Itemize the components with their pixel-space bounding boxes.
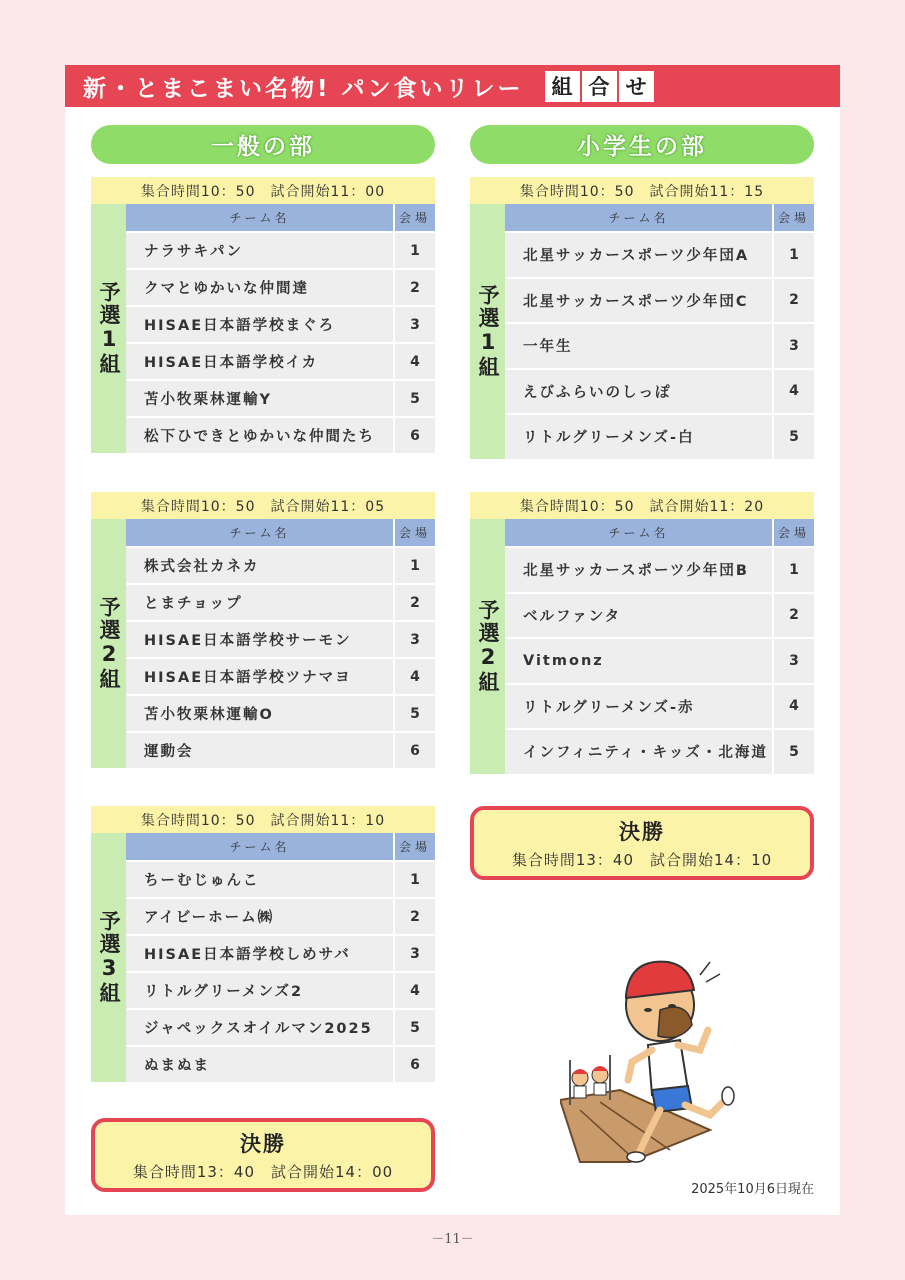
team-name: Vitmonz [505, 639, 774, 683]
team-name: 運動会 [126, 733, 395, 768]
team-name: ちーむじゅんこ [126, 862, 395, 897]
group-general-1 [91, 177, 435, 453]
table-row [505, 231, 814, 277]
team-name: 北星サッカースポーツ少年団A [505, 233, 774, 277]
header-venue: 会場 [777, 211, 810, 225]
venue-number: 1 [410, 242, 420, 259]
header-venue: 会場 [398, 211, 431, 225]
team-name: 北星サッカースポーツ少年団B [505, 548, 774, 592]
header-venue: 会場 [777, 526, 810, 540]
group-label [91, 204, 126, 453]
team-name: 一年生 [505, 324, 774, 368]
table-row [126, 416, 435, 453]
group-general-2 [91, 492, 435, 768]
header-team: チーム名 [505, 519, 774, 546]
venue-number: 3 [410, 945, 420, 962]
table-row [505, 413, 814, 459]
group-label [91, 833, 126, 1082]
page-sheet [65, 65, 840, 1215]
final-box-general [91, 1118, 435, 1192]
team-name: ジャペックスオイルマン2025 [126, 1010, 395, 1045]
final-title: 決勝 [619, 820, 665, 844]
table-row [126, 731, 435, 768]
group-label [470, 204, 505, 459]
group-label-text: 予選2組 [476, 598, 500, 694]
team-name: HISAE日本語学校サーモン [126, 622, 395, 657]
team-name: えびふらいのしっぽ [505, 370, 774, 414]
venue-number: 4 [789, 698, 799, 715]
team-name: ナラサキパン [126, 233, 395, 268]
table-header [505, 519, 814, 546]
banner-title: 新・とまこまい名物! パン食いリレー [83, 75, 524, 102]
team-name: HISAE日本語学校まぐろ [126, 307, 395, 342]
venue-number: 6 [410, 742, 420, 759]
team-name: インフィニティ・キッズ・北海道 [505, 730, 774, 774]
table-row [126, 897, 435, 934]
team-name: 株式会社カネカ [126, 548, 395, 583]
banner-boxes [544, 70, 655, 103]
venue-number: 5 [789, 428, 799, 445]
header-venue: 会場 [398, 526, 431, 540]
venue-number: 4 [410, 353, 420, 370]
table-row [505, 368, 814, 414]
table-row [505, 637, 814, 683]
table-row [505, 728, 814, 774]
group-label-text: 予選3組 [97, 910, 121, 1005]
group-time: 集合時間10：50 試合開始11：20 [470, 492, 814, 519]
table-row [505, 322, 814, 368]
table-row [126, 694, 435, 731]
page-number: －11－ [431, 1232, 474, 1247]
venue-number: 3 [410, 316, 420, 333]
team-name: 北星サッカースポーツ少年団C [505, 279, 774, 323]
venue-number: 5 [410, 390, 420, 407]
venue-number: 4 [789, 383, 799, 400]
table-row [505, 546, 814, 592]
table-row [126, 934, 435, 971]
team-table [126, 519, 435, 768]
team-name: 苫小牧栗林運輸Y [126, 381, 395, 416]
group-label [470, 519, 505, 774]
table-row [126, 1045, 435, 1082]
final-title: 決勝 [240, 1132, 286, 1156]
team-table [505, 204, 814, 459]
group-elementary-2 [470, 492, 814, 774]
team-name: クマとゆかいな仲間達 [126, 270, 395, 305]
venue-number: 2 [410, 908, 420, 925]
venue-number: 2 [789, 292, 799, 309]
header-team: チーム名 [505, 204, 774, 231]
team-name: アイビーホーム㈱ [126, 899, 395, 934]
table-row [126, 231, 435, 268]
group-time: 集合時間10：50 試合開始11：05 [91, 492, 435, 519]
section-title-elementary: 小学生の部 [470, 125, 814, 164]
table-row [126, 268, 435, 305]
team-name: リトルグリーメンズ-赤 [505, 685, 774, 729]
banner-box: 組 [544, 70, 581, 103]
venue-number: 6 [410, 427, 420, 444]
group-elementary-1 [470, 177, 814, 459]
final-time: 集合時間13：40 試合開始14：00 [132, 1163, 394, 1181]
group-time: 集合時間10：50 試合開始11：10 [91, 806, 435, 833]
team-table [126, 204, 435, 453]
table-row [126, 379, 435, 416]
venue-number: 3 [789, 652, 799, 669]
running-child-illustration [560, 950, 740, 1165]
venue-number: 6 [410, 1056, 420, 1073]
team-name: 苫小牧栗林運輸O [126, 696, 395, 731]
table-row [126, 583, 435, 620]
table-row [126, 1008, 435, 1045]
table-row [126, 657, 435, 694]
header-team: チーム名 [126, 833, 395, 860]
title-banner [65, 65, 840, 107]
table-row [126, 546, 435, 583]
group-general-3 [91, 806, 435, 1082]
group-time: 集合時間10：50 試合開始11：00 [91, 177, 435, 204]
final-box-elementary [470, 806, 814, 880]
table-row [505, 683, 814, 729]
team-name: HISAE日本語学校ツナマヨ [126, 659, 395, 694]
header-venue: 会場 [398, 840, 431, 854]
venue-number: 5 [789, 743, 799, 760]
venue-number: 5 [410, 1019, 420, 1036]
table-row [126, 342, 435, 379]
team-table [126, 833, 435, 1082]
team-name: ベルファンタ [505, 594, 774, 638]
date-note: 2025年10月6日現在 [691, 1182, 814, 1197]
team-name: ぬまぬま [126, 1047, 395, 1082]
section-title-general: 一般の部 [91, 125, 435, 164]
venue-number: 2 [410, 279, 420, 296]
table-row [126, 305, 435, 342]
team-name: 松下ひできとゆかいな仲間たち [126, 418, 395, 453]
group-time: 集合時間10：50 試合開始11：15 [470, 177, 814, 204]
venue-number: 3 [789, 337, 799, 354]
table-row [505, 277, 814, 323]
table-header [126, 833, 435, 860]
table-row [126, 860, 435, 897]
table-row [126, 971, 435, 1008]
header-team: チーム名 [126, 519, 395, 546]
team-name: HISAE日本語学校イカ [126, 344, 395, 379]
team-name: HISAE日本語学校しめサバ [126, 936, 395, 971]
team-name: リトルグリーメンズ2 [126, 973, 395, 1008]
team-name: リトルグリーメンズ-白 [505, 415, 774, 459]
venue-number: 1 [410, 871, 420, 888]
team-name: とまチョップ [126, 585, 395, 620]
header-team: チーム名 [126, 204, 395, 231]
venue-number: 2 [410, 594, 420, 611]
table-row [505, 592, 814, 638]
group-label [91, 519, 126, 768]
group-label-text: 予選2組 [97, 596, 121, 691]
table-row [126, 620, 435, 657]
group-label-text: 予選1組 [476, 283, 500, 379]
final-time: 集合時間13：40 試合開始14：10 [511, 851, 773, 869]
venue-number: 4 [410, 982, 420, 999]
venue-number: 1 [789, 246, 799, 263]
venue-number: 1 [410, 557, 420, 574]
venue-number: 3 [410, 631, 420, 648]
venue-number: 5 [410, 705, 420, 722]
banner-box: 合 [581, 70, 618, 103]
table-header [126, 204, 435, 231]
table-header [505, 204, 814, 231]
team-table [505, 519, 814, 774]
banner-box: せ [618, 70, 655, 103]
group-label-text: 予選1組 [97, 281, 121, 376]
table-header [126, 519, 435, 546]
venue-number: 1 [789, 561, 799, 578]
venue-number: 2 [789, 607, 799, 624]
venue-number: 4 [410, 668, 420, 685]
